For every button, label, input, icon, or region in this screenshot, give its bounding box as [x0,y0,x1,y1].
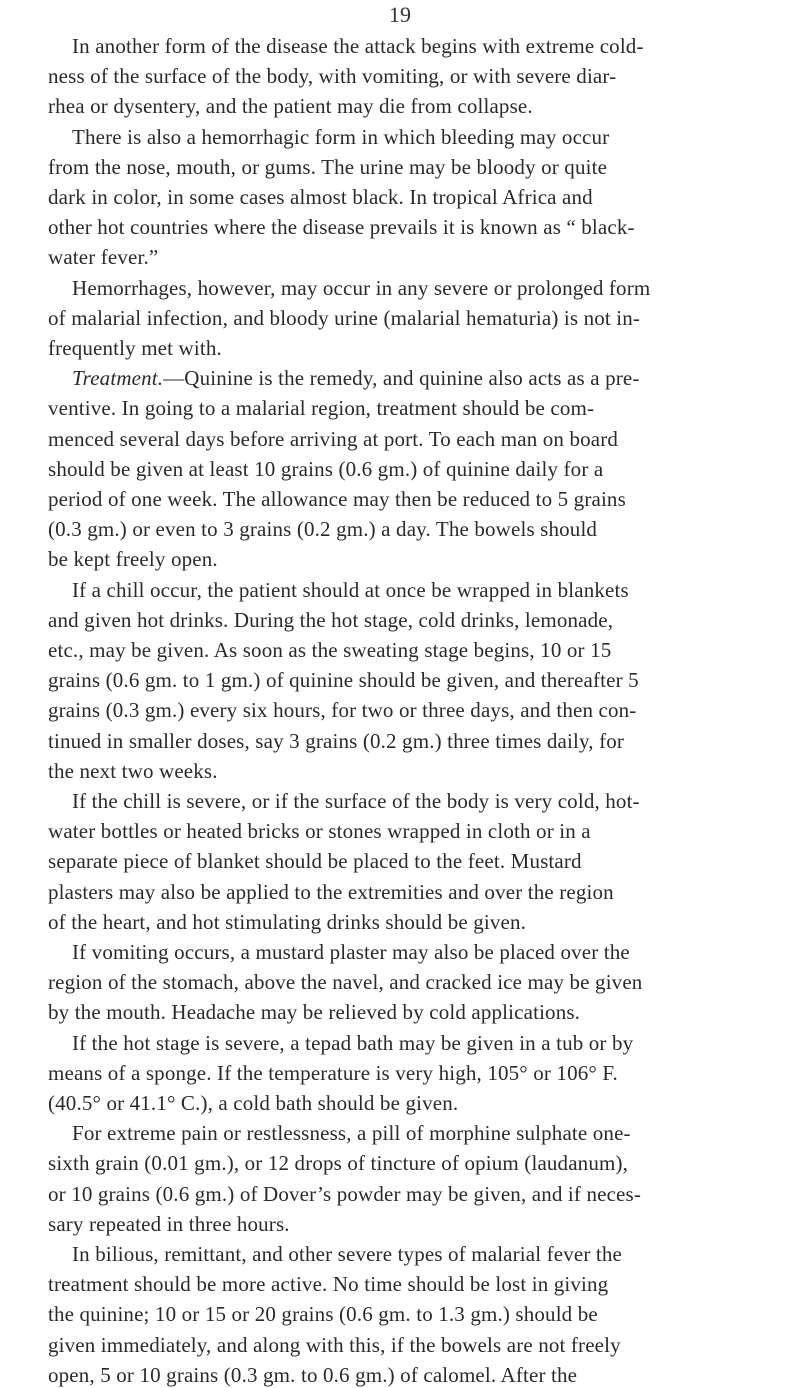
line-text: Hemorrhages, however, may occur in any severe or prolonged form [72,275,651,300]
text-line [72,1242,622,1267]
line-text: means of a sponge. If the temperature is very high, 105° or 106° F. [48,1060,618,1085]
line-text: For extreme pain or restlessness, a pill of morphine sulphate one- [72,1121,631,1146]
line-text: from the nose, mouth, or gums. The urine may be bloody or quite [48,154,608,179]
text-line [48,1212,290,1237]
line-text: treatment should be more active. No time should be lost in giving [48,1272,609,1297]
line-text: frequently met with. [48,336,222,360]
line-text: water bottles or heated bricks or stones wrapped in cloth or in a [48,819,591,844]
line-text: water fever.” [48,245,159,270]
line-text: of the heart, and hot stimulating drinks should be given. [48,909,527,934]
line-text: period of one week. The allowance may then be reduced to 5 grains [48,487,626,511]
text-line [48,547,218,572]
text-line [72,366,639,391]
line-text: (0.3 gm.) or even to 3 grains (0.2 gm.) a day. The bowels should [48,517,598,542]
text-line [48,64,616,89]
line-text: region of the stomach, above the navel, and cracked ice may be given [48,970,643,995]
line-text: or 10 grains (0.6 gm.) of Dover’s powder may be given, and if neces- [48,1181,641,1206]
line-text: given immediately, and along with this, if the bowels are not freely [48,1332,621,1357]
text-line [48,155,607,180]
line-text: If a chill occur, the patient should at once be wrapped in blankets [72,577,629,602]
line-text: ventive. In going to a malarial region, treatment should be com- [48,396,595,421]
line-text: separate piece of blanket should be placed to the feet. Mustard [48,849,582,874]
line-text: (40.5° or 41.1° C.), a cold bath should be given. [48,1091,459,1115]
text-line [48,1363,577,1388]
text-line [48,668,639,693]
line-text: In bilious, remittant, and other severe types of malarial fever the [72,1242,623,1266]
text-line [72,1121,631,1146]
line-text: There is also a hemorrhagic form in which bleeding may occur [72,124,610,149]
line-text: and given hot drinks. During the hot stage, cold drinks, lemonade, [48,607,614,632]
line-text: ness of the surface of the body, with vomiting, or with severe diar- [48,64,617,89]
text-line [48,487,626,512]
line-text: by the mouth. Headache may be relieved by cold applications. [48,1000,581,1025]
line-text: grains (0.3 gm.) every six hours, for two or three days, and then con- [48,698,637,723]
text-line [72,789,640,814]
text-line [48,880,614,905]
text-line [72,34,644,59]
text-line [48,427,618,452]
line-text: the quinine; 10 or 15 or 20 grains (0.6 gm. to 1.3 gm.) should be [48,1302,598,1327]
text-line [48,1302,598,1327]
text-line [48,819,591,844]
line-text: If the hot stage is severe, a tepad bath may be given in a tub or by [72,1030,634,1055]
line-text: of malarial infection, and bloody urine (malarial hematuria) is not in- [48,305,641,330]
line-text: other hot countries where the disease prevails it is known as “ black- [48,215,635,240]
line-text: the next two weeks. [48,758,218,783]
line-text: should be given at least 10 grains (0.6 gm.) of quinine daily for a [48,456,604,481]
line-text: dark in color, in some cases almost black. In tropical Africa and [48,185,593,209]
text-line [48,1182,641,1207]
text-line [48,1272,608,1297]
line-text: If vomiting occurs, a mustard plaster may also be placed over the [72,940,630,964]
text-line [72,125,609,150]
text-line [48,1000,580,1025]
line-text: menced several days before arriving at port. To each man on board [48,426,619,451]
text-line [48,306,640,331]
text-line [48,517,597,542]
line-text: sary repeated in three hours. [48,1211,290,1236]
text-line [48,970,642,995]
text-line [48,910,526,935]
text-line [48,849,582,874]
text-line [72,578,629,603]
section-heading: Treatment. [72,366,164,391]
text-line [48,185,593,210]
text-line [48,215,635,240]
line-text: open, 5 or 10 grains (0.3 gm. to 0.6 gm.) of calomel. After the [48,1362,578,1387]
line-text: plasters may also be applied to the extremities and over the region [48,879,614,904]
line-text: —Quinine is the remedy, and quinine also acts as a pre- [163,366,640,391]
text-line [48,245,158,270]
text-line [72,1031,633,1056]
text-line [48,1151,628,1176]
line-text: rhea or dysentery, and the patient may die from collapse. [48,94,533,119]
text-line [48,759,218,784]
text-line [72,276,650,301]
text-line [48,336,222,361]
text-line [48,457,603,482]
text-line [48,638,611,663]
text-line [72,940,630,965]
text-line [48,1333,621,1358]
text-line [48,608,613,633]
line-text: etc., may be given. As soon as the sweating stage begins, 10 or 15 [48,638,612,662]
line-text: If the chill is severe, or if the surface of the body is very cold, hot- [72,789,640,813]
text-line [48,1091,458,1116]
text-line [48,698,636,723]
page-number: 19 [389,2,411,27]
text-line [48,1061,618,1086]
line-text: In another form of the disease the attack begins with extreme cold- [72,34,644,58]
line-text: sixth grain (0.01 gm.), or 12 drops of tincture of opium (laudanum), [48,1151,629,1176]
text-line [48,729,624,754]
line-text: tinued in smaller doses, say 3 grains (0.2 gm.) three times daily, for [48,728,625,753]
line-text: grains (0.6 gm. to 1 gm.) of quinine should be given, and thereafter 5 [48,668,639,693]
line-text: be kept freely open. [48,547,218,572]
text-line [48,94,533,119]
text-line [48,396,594,421]
